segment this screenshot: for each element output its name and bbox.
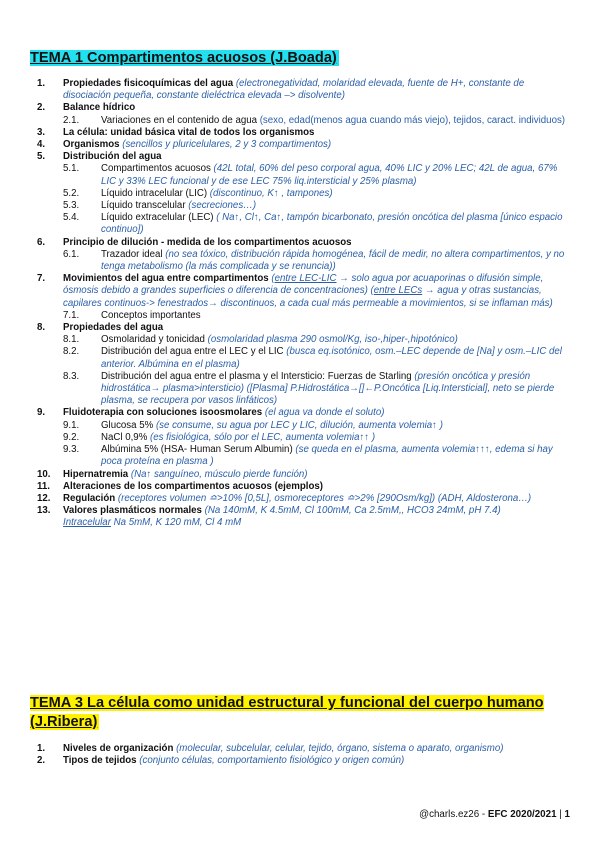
page-number: 1 [564, 809, 570, 820]
item-note: (conjunto células, comportamiento fisiológico y origen común) [136, 755, 405, 767]
item-title: Movimientos del agua entre compartimentos [63, 273, 269, 285]
sub-item-note: (secreciones…) [188, 200, 257, 212]
item-note-underlined: Intracelular [63, 517, 111, 529]
sub-item-text: Glucosa 5% [101, 419, 156, 431]
sub-item-note: ( Na↑, Cl↑, Ca↑, tampón bicarbonato, presión oncótica del plasma [único espacio continuo]) [101, 212, 563, 236]
list-item [0, 407, 600, 419]
sub-item-note: (no sea tóxico, distribución rápida homogénea, fácil de medir, no altera compartimentos, y no tenga metabolismo (la más complicada y se renuncia)) [101, 248, 565, 273]
item-note: → solo agua por acuaporinas o difusión simple, ósmosis debido a grandes superficies o diferencia de concentraciones) ( [63, 273, 544, 297]
item-title: Balance hídrico [63, 102, 136, 114]
sub-item-text: Distribución del agua entre el LEC y el LIC [101, 346, 287, 358]
sub-item-number: 2.1. [63, 114, 80, 126]
tema3-outline [0, 743, 600, 767]
list-item [0, 237, 600, 249]
item-note-underlined: entre LEC-LIC [274, 273, 337, 285]
item-note: (receptores volumen ≏>10% [0,5L], osmoreceptores ≏>2% [290Osm/kg]) (ADH, Aldosterona…) [115, 492, 532, 504]
item-title: Propiedades del agua [63, 322, 164, 334]
item-number: 3. [37, 126, 46, 138]
item-number: 1. [37, 743, 46, 754]
sub-item-number: 8.1. [63, 334, 80, 346]
item-note: (el agua va donde el soluto) [262, 407, 385, 419]
footer-course: EFC 2020/2021 [487, 809, 557, 820]
item-title: Regulación [63, 492, 116, 504]
item-title: Tipos de tejidos [63, 755, 137, 767]
sub-item [0, 371, 600, 408]
sub-item-number: 8.2. [63, 346, 80, 358]
sub-item-text: Trazador ideal [101, 248, 166, 260]
sub-item-text: Líquido extracelular (LEC) [101, 212, 217, 224]
item-number: 13. [37, 505, 51, 517]
sub-item-text: Conceptos importantes [101, 309, 201, 321]
sub-item [0, 432, 600, 444]
sub-item-number: 5.1. [63, 163, 80, 175]
sub-item-note: (se consume, su agua por LEC y LIC, dilución, aumenta volemia↑ ) [155, 419, 443, 431]
list-item [0, 469, 600, 481]
item-title: Organismos [63, 139, 120, 151]
sub-item-note: (se queda en el plasma, aumenta volemia↑↑↑, edema si hay poca proteína en plasma ) [101, 444, 553, 468]
sub-item [0, 334, 600, 346]
item-title: Distribución del agua [63, 151, 162, 163]
tema3-heading [30, 694, 600, 732]
sub-item-text: Distribución del agua entre el plasma y el Intersticio: Fuerzas de Starling [101, 370, 415, 382]
item-note: (sencillos y pluricelulares, 2 y 3 compartimentos) [119, 139, 332, 151]
item-number: 12. [37, 492, 51, 504]
item-number: 2. [37, 755, 46, 767]
item-number: 2. [37, 102, 46, 114]
sub-item-note: (busca eq.isotónico, osm.–LEC depende de [Na] y osm.–LIC del anterior. Albúmina en el plasma) [101, 346, 562, 370]
sub-item-text: Compartimentos acuosos [101, 163, 214, 175]
list-item [0, 322, 600, 334]
item-number: 8. [37, 322, 46, 334]
item-title: Alteraciones de los compartimentos acuosos (ejemplos) [63, 480, 324, 492]
item-title: Valores plasmáticos normales [63, 505, 202, 517]
item-number: 5. [37, 151, 46, 163]
list-item: 7. Movimientos del agua entre compartimentos (entre LEC-LIC → solo agua por acuaporinas o difusión simple, ósmosis debido a grandes superficies o diferencia de concentraciones) (entre LECs → agua y otras sustancias, capilares continuos-> fenestrados→ discontinuos, a cada cual más permeable a movimientos, si se inflaman más) [37, 273, 553, 309]
sub-item [0, 115, 600, 127]
sub-item-note: (42L total, 60% del peso corporal agua, 40% LIC y 20% LEC; 42L de agua, 67% LIC y 33% LEC funcional y de ese LEC 75% liq.intersticial y 25% plasma) [101, 163, 558, 187]
list-item [0, 493, 600, 505]
item-title: Fluidoterapia con soluciones isoosmolares [63, 407, 263, 419]
item-note: Na 5mM, K 120 mM, Cl 4 mM [110, 517, 242, 529]
list-item [0, 78, 600, 102]
item-note: (Na 140mM, K 4.5mM, Cl 100mM, Ca 2.5mM,, HCO3 24mM, pH 7.4) [201, 505, 501, 517]
item-note: → agua y otras sustancias, capilares continuos-> fenestrados→ discontinuos, a cada cual más permeable a movimientos, si se inflaman más) [63, 285, 553, 309]
list-item [0, 102, 600, 114]
sub-item-number: 8.3. [63, 370, 80, 382]
sub-item-note: (es fisiológica, sólo por el LEC, aumenta volemia↑↑ ) [150, 431, 376, 443]
sub-item-text: Líquido transcelular [101, 200, 189, 212]
sub-item-number: 7.1. [63, 309, 80, 321]
sub-item-text: NaCl 0,9% [101, 431, 150, 443]
item-title: Niveles de organización [63, 743, 174, 754]
sub-item [0, 420, 600, 432]
item-number: 9. [37, 407, 46, 419]
page-footer [419, 809, 570, 820]
item-title: Principio de dilución - medida de los compartimentos acuosos [63, 236, 352, 248]
tema1-outline [0, 78, 600, 530]
sub-item-text: Albúmina 5% (HSA- Human Serum Albumin) [101, 444, 296, 456]
item-note: (molecular, subcelular, celular, tejido, órgano, sistema o aparato, organismo) [173, 743, 504, 754]
item-number: 1. [37, 78, 46, 89]
item-number: 7. [37, 273, 46, 285]
item-note: (electronegatividad, molaridad elevada, fuente de H+, constante de disociación pequeña, constante dieléctrica elevada –> disolvente) [63, 78, 525, 102]
sub-item [0, 249, 600, 273]
sub-item-text: Líquido intracelular (LIC) [101, 187, 210, 199]
item-title: La célula: unidad básica vital de todos los organismos [63, 126, 315, 138]
list-item [0, 743, 600, 755]
list-item [0, 127, 600, 139]
sub-item [0, 310, 600, 322]
sub-item-number: 5.2. [63, 187, 80, 199]
list-item [0, 481, 600, 493]
sub-item [0, 212, 600, 236]
item-number: 11. [37, 480, 50, 492]
sub-item [0, 346, 600, 370]
sub-item [0, 200, 600, 212]
sub-item-number: 9.1. [63, 419, 80, 431]
sub-item-number: 5.4. [63, 212, 80, 224]
item-number: 4. [37, 139, 46, 151]
list-item [0, 505, 600, 529]
sub-item-number: 5.3. [63, 200, 80, 212]
sub-item [0, 188, 600, 200]
tema1-heading [30, 49, 339, 68]
sub-item-note: (sexo, edad(menos agua cuando más viejo), tejidos, caract. individuos) [259, 114, 566, 126]
sub-item [0, 163, 600, 187]
list-item [0, 139, 600, 151]
sub-item-note: (discontinuo, K↑ , tampones) [209, 187, 333, 199]
item-number: 6. [37, 236, 46, 248]
item-note: (Na↑ sanguíneo, músculo pierde función) [128, 468, 308, 480]
item-note-underlined: entre LECs [373, 285, 423, 297]
footer-separator: | [556, 809, 565, 820]
tema3-title: TEMA 3 La célula como unidad estructural y funcional del cuerpo humano (J.Ribera) [30, 695, 544, 730]
sub-item-number: 9.3. [63, 444, 80, 456]
list-item [0, 755, 600, 767]
sub-item [0, 444, 600, 468]
sub-item-text: Variaciones en el contenido de agua [101, 114, 260, 126]
sub-item-note: (presión oncótica y presión hidrostática→ plasma>intersticio) ([Plasma] P.Hidrostática→[]←P.Oncótica [Liq.Intersticial], neto se pierde plasma, se recupera por vasos linfáticos) [101, 370, 555, 407]
item-title: Propiedades fisicoquímicas del agua [63, 78, 234, 89]
sub-item-note: (osmolaridad plasma 290 osmol/Kg, iso-,hiper-,hipotónico) [207, 334, 458, 346]
item-number: 10. [37, 468, 51, 480]
footer-author: @charls.ez26 - [419, 809, 488, 820]
tema1-title: TEMA 1 Compartimentos acuosos (J.Boada) [30, 50, 337, 66]
sub-item-number: 6.1. [63, 248, 80, 260]
item-title: Hipernatremia [63, 468, 129, 480]
list-item [0, 151, 600, 163]
sub-item-number: 9.2. [63, 431, 80, 443]
sub-item-text: Osmolaridad y tonicidad [101, 334, 208, 346]
